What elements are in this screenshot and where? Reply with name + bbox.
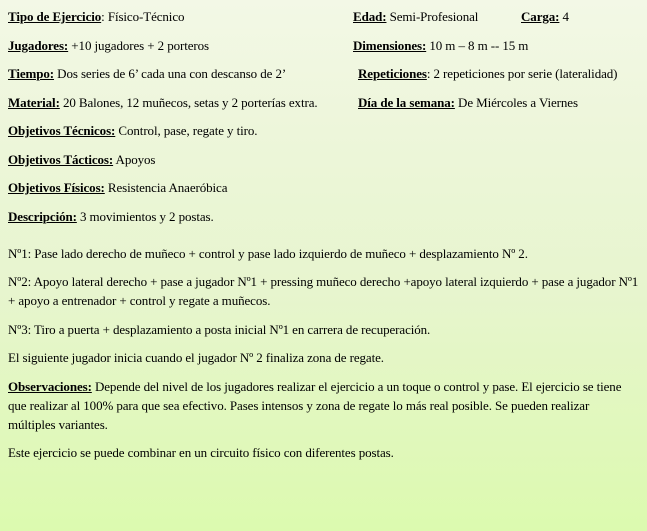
field-value: 20 Balones, 12 muñecos, setas y 2 porterías extra.	[59, 94, 318, 110]
field-objetivos-tacticos	[8, 150, 639, 169]
field-label: Material:	[8, 94, 60, 110]
field-dia-de-la-semana	[358, 93, 578, 112]
field-value: +10 jugadores + 2 porteros	[68, 37, 210, 53]
field-label: Objetivos Tácticos:	[8, 151, 114, 167]
field-label: Dimensiones:	[353, 37, 427, 53]
field-observaciones	[8, 377, 639, 434]
field-value: : Físico-Técnico	[101, 9, 185, 24]
descripcion-paso-3: Nº3: Tiro a puerta + desplazamiento a posta inicial Nº1 en carrera de recuperación.	[8, 321, 431, 337]
field-label: Objetivos Físicos:	[8, 180, 105, 195]
field-value: Control, pase, regate y tiro.	[115, 123, 258, 138]
field-label: Día de la semana:	[358, 94, 455, 110]
field-jugadores	[8, 36, 353, 55]
field-carga	[521, 7, 569, 26]
field-label: Repeticiones	[358, 66, 427, 81]
field-value: 4	[559, 9, 569, 24]
field-repeticiones	[358, 64, 617, 83]
field-label: Edad:	[353, 9, 387, 24]
descripcion-paso-2: Nº2: Apoyo lateral derecho + pase a jugador Nº1 + pressing muñeco derecho +apoyo lateral izquierdo + pase a jugador Nº1 + apoyo a entrenador + control y regate a muñecos.	[8, 274, 639, 308]
field-value: Apoyos	[113, 151, 156, 167]
row-jugadores-dimensiones	[8, 36, 639, 55]
field-value: 3 movimientos y 2 postas.	[76, 208, 214, 224]
field-value: Resistencia Anaeróbica	[104, 180, 228, 195]
field-value: Semi-Profesional	[386, 9, 479, 24]
descripcion-paso-1: Nº1: Pase lado derecho de muñeco + control y pase lado izquierdo de muñeco + desplazamiento Nº 2.	[8, 245, 528, 261]
field-label: Descripción:	[8, 208, 77, 224]
field-label: Tiempo:	[8, 66, 55, 81]
field-value: Depende del nivel de los jugadores realizar el ejercicio a un toque o control y pase. El ejercicio se tiene que realizar al 100% para que sea efectivo. Pases intensos y zona de regate lo más real posible. Se pueden realizar múltiples variantes.	[8, 378, 622, 432]
field-tiempo	[8, 64, 358, 83]
observaciones-final: Este ejercicio se puede combinar en un circuito físico con diferentes postas.	[8, 445, 394, 460]
field-value: De Miércoles a Viernes	[454, 94, 578, 110]
field-objetivos-tecnicos	[8, 121, 639, 140]
field-objetivos-fisicos	[8, 178, 639, 197]
field-material	[8, 93, 358, 112]
field-label: Objetivos Técnicos:	[8, 123, 116, 138]
field-value: : 2 repeticiones por serie (lateralidad)	[426, 66, 618, 81]
field-value: Dos series de 6’ cada una con descanso de 2’	[54, 66, 287, 81]
descripcion-nota: El siguiente jugador inicia cuando el jugador Nº 2 finaliza zona de regate.	[8, 350, 384, 365]
field-label: Tipo de Ejercicio	[8, 9, 102, 24]
field-label: Observaciones:	[8, 378, 92, 394]
field-edad	[353, 7, 521, 26]
row-tiempo-repeticiones	[8, 64, 639, 83]
field-value: 10 m – 8 m -- 15 m	[426, 37, 529, 53]
field-dimensiones	[353, 36, 528, 55]
row-material-dia	[8, 93, 639, 112]
field-tipo-de-ejercicio	[8, 7, 353, 26]
field-label: Carga:	[521, 9, 560, 24]
row-tipo-edad-carga	[8, 7, 639, 26]
field-descripcion	[8, 207, 639, 226]
field-label: Jugadores:	[8, 37, 69, 53]
